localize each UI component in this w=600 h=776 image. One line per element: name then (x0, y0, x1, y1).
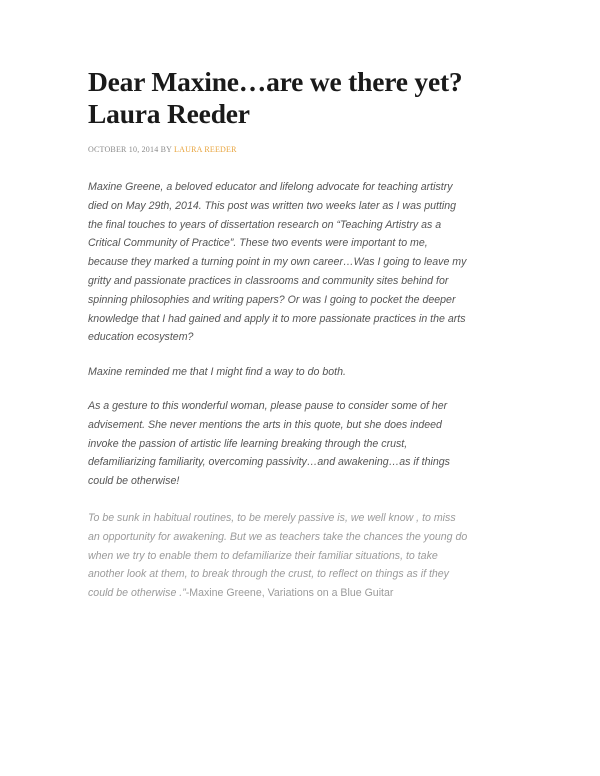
text-line: because they marked a turning point in my own career…Was I going to leave my (88, 256, 467, 269)
text-line: Maxine reminded me that I might find a way to do both. (88, 365, 346, 378)
title-line-2: Laura Reeder (88, 98, 250, 129)
text-line: education ecosystem? (88, 331, 194, 344)
text-line: died on May 29th, 2014. This post was written two weeks later as I was putting (88, 199, 457, 212)
title-line-1: Dear Maxine…are we there yet? (88, 66, 463, 97)
text-line: could be otherwise! (88, 475, 180, 488)
text-line: defamiliarizing familiarity, overcoming passivity…and awakening…as if things (88, 456, 450, 469)
text-line: invoke the passion of artistic life learning breaking through the crust, (88, 437, 408, 450)
paragraph-1 (88, 178, 518, 347)
by-label: BY (160, 145, 172, 154)
quote-last-text: could be otherwise .” (88, 587, 186, 600)
article-body (88, 178, 518, 603)
author-link[interactable]: LAURA REEDER (174, 145, 237, 154)
text-line: knowledge that I had gained and apply it to more passionate practices in the arts (88, 312, 466, 325)
text-line: spinning philosophies and writing papers? Or was I going to pocket the deeper (88, 293, 456, 306)
article-title (88, 66, 518, 130)
article (88, 66, 518, 603)
text-line: As a gesture to this wonderful woman, please pause to consider some of her (88, 399, 448, 412)
quote-attribution: -Maxine Greene, Variations on a Blue Guitar (185, 587, 394, 600)
text-line: advisement. She never mentions the arts in this quote, but she does indeed (88, 418, 442, 431)
quote-line (88, 584, 518, 603)
paragraph-3 (88, 397, 518, 491)
quote-line: an opportunity for awakening. But we as teachers take the chances the young do (88, 530, 468, 543)
quote-block (88, 509, 518, 603)
quote-line: another look at them, to break through the crust, to reflect on things as if they (88, 568, 449, 581)
post-date: OCTOBER 10, 2014 (88, 145, 159, 154)
quote-line: when we try to enable them to defamiliarize their familiar situations, to take (88, 549, 438, 562)
text-line: the final touches to years of dissertation research on “Teaching Artistry as a (88, 218, 442, 231)
text-line: gritty and passionate practices in classrooms and community sites behind for (88, 274, 449, 287)
post-meta (88, 145, 518, 154)
text-line: Critical Community of Practice”. These two events were important to me, (88, 237, 428, 250)
quote-line: To be sunk in habitual routines, to be merely passive is, we well know , to miss (88, 511, 456, 524)
text-line: Maxine Greene, a beloved educator and lifelong advocate for teaching artistry (88, 181, 453, 193)
paragraph-2 (88, 363, 518, 382)
